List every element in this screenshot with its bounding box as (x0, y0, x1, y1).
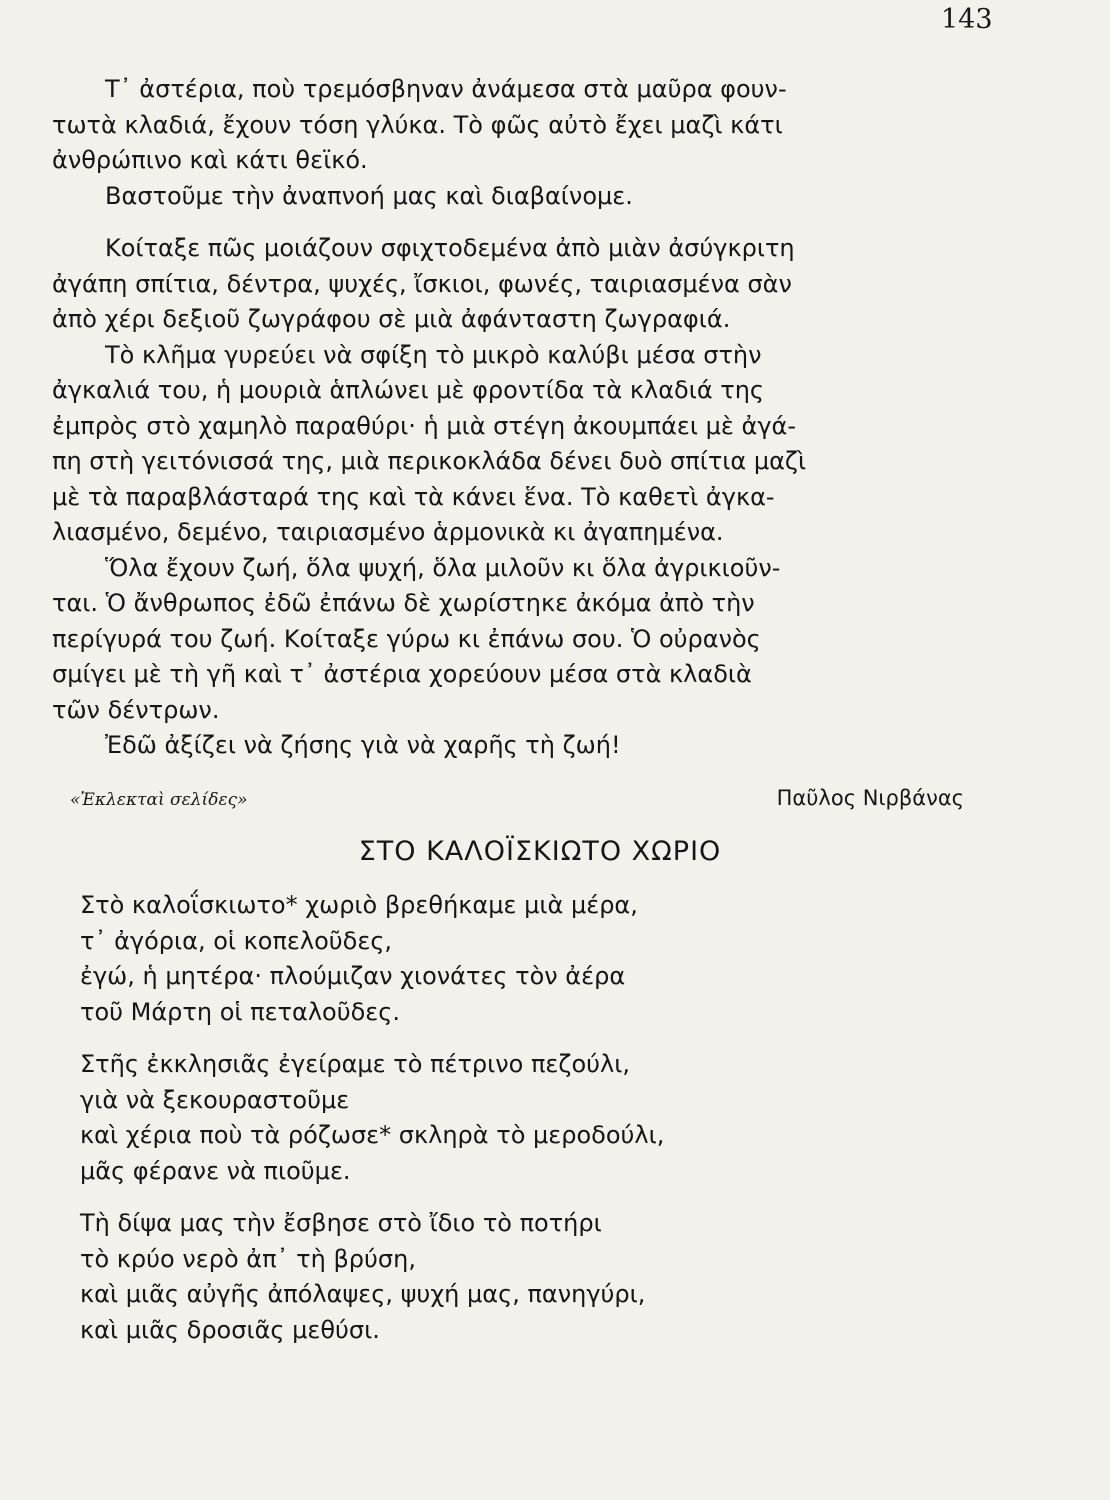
prose-line: περίγυρά του ζωή. Κοίταξε γύρω κι ἐπάνω σου. Ὁ οὐρανὸς (52, 624, 761, 653)
stanza-gap (80, 1030, 980, 1047)
poem-line: Τὴ δίψα μας τὴν ἔσβησε στὸ ἴδιο τὸ ποτήρι (80, 1209, 602, 1237)
author-name: Παῦλος Νιρβάνας (776, 786, 964, 810)
prose-line: σμίγει μὲ τὴ γῆ καὶ τ᾿ ἀστέρια χορεύουν μέσα στὰ κλαδιὰ (52, 660, 752, 688)
poem-line: Στὸ καλοΐσκιωτο* χωριὸ βρεθήκαμε μιὰ μέρα, (80, 891, 638, 919)
prose-line: ἀνθρώπινο καὶ κάτι θεϊκό. (52, 146, 368, 174)
poem-line: καὶ μιᾶς αὐγῆς ἀπόλαψες, ψυχή μας, πανηγύρι, (80, 1280, 646, 1308)
prose-text (52, 72, 988, 764)
paragraph-gap (52, 214, 988, 231)
attribution (70, 786, 964, 818)
prose-line: ται. Ὁ ἄνθρωπος ἐδῶ ἐπάνω δὲ χωρίστηκε ἀκόμα ἀπὸ τὴν (52, 589, 755, 617)
poem-line: καὶ μιᾶς δροσιᾶς μεθύσι. (80, 1315, 380, 1344)
prose-line: μὲ τὰ παραβλάσταρά της καὶ τὰ κάνει ἕνα. Τὸ καθετὶ ἀγκα- (52, 482, 775, 511)
poem-line: Στῆς ἐκκλησιᾶς ἐγείραμε τὸ πέτρινο πεζούλι, (80, 1050, 630, 1078)
prose-line: Τ᾿ ἀστέρια, ποὺ τρεμόσβηναν ἀνάμεσα στὰ μαῦρα φουν- (105, 75, 787, 103)
poem-line: καὶ χέρια ποὺ τὰ ρόζωσε* σκληρὰ τὸ μεροδούλι, (80, 1121, 665, 1149)
prose-line: Ὅλα ἔχουν ζωή, ὅλα ψυχή, ὅλα μιλοῦν κι ὅλα ἀγρικιοῦν- (105, 553, 781, 582)
poem-line: τ᾿ ἀγόρια, οἱ κοπελοῦδες, (80, 926, 393, 955)
poem-line: ἐγώ, ἡ μητέρα· πλούμιζαν χιονάτες τὸν ἀέρα (80, 962, 626, 990)
page-number: 143 (941, 4, 993, 35)
prose-line: λιασμένο, δεμένο, ταιριασμένο ἁρμονικὰ κι ἀγαπημένα. (52, 518, 724, 546)
prose-line: Ἐδῶ ἀξίζει νὰ ζήσης γιὰ νὰ χαρῆς τὴ ζωή! (105, 731, 621, 759)
prose-line: τωτὰ κλαδιά, ἔχουν τόση γλύκα. Τὸ φῶς αὐτὸ ἔχει μαζὶ κάτι (52, 110, 783, 139)
poem-line: τὸ κρύο νερὸ ἀπ᾿ τὴ βρύση, (80, 1244, 416, 1273)
prose-line: ἀπὸ χέρι δεξιοῦ ζωγράφου σὲ μιὰ ἀφάνταστη ζωγραφιά. (52, 305, 731, 333)
stanza-gap (80, 1189, 980, 1206)
poem-line: μᾶς φέρανε νὰ πιοῦμε. (80, 1156, 351, 1185)
poem-stanza (80, 888, 980, 1030)
prose-line: ἀγκαλιά του, ἡ μουριὰ ἁπλώνει μὲ φροντίδα τὰ κλαδιά της (52, 376, 765, 404)
poem-stanza (80, 1206, 980, 1348)
poem-title: ΣΤΟ ΚΑΛΟΪΣΚΙΩΤΟ ΧΩΡΙΟ (358, 836, 722, 867)
prose-line: ἐμπρὸς στὸ χαμηλὸ παραθύρι· ἡ μιὰ στέγη ἀκουμπάει μὲ ἀγά- (52, 411, 797, 440)
prose-line: Τὸ κλῆμα γυρεύει νὰ σφίξη τὸ μικρὸ καλύβι μέσα στὴν (105, 340, 762, 369)
prose-line: ἀγάπη σπίτια, δέντρα, ψυχές, ἴσκιοι, φωνές, ταιριασμένα σὰν (52, 269, 792, 298)
poem-line: γιὰ νὰ ξεκουραστοῦμε (80, 1085, 350, 1114)
prose-line: τῶν δέντρων. (52, 695, 220, 724)
poem-stanza (80, 1047, 980, 1189)
prose-line: πη στὴ γειτόνισσά της, μιὰ περικοκλάδα δένει δυὸ σπίτια μαζὶ (52, 447, 807, 475)
poem-line: τοῦ Μάρτη οἱ πεταλοῦδες. (80, 997, 400, 1026)
prose-line: Βαστοῦμε τὴν ἀναπνοή μας καὶ διαβαίνομε. (105, 181, 633, 210)
source-citation: «Ἐκλεκταὶ σελίδες» (70, 790, 248, 810)
poem-body (80, 888, 980, 1348)
prose-line: Κοίταξε πῶς μοιάζουν σφιχτοδεμένα ἀπὸ μιὰν ἀσύγκριτη (105, 234, 795, 262)
